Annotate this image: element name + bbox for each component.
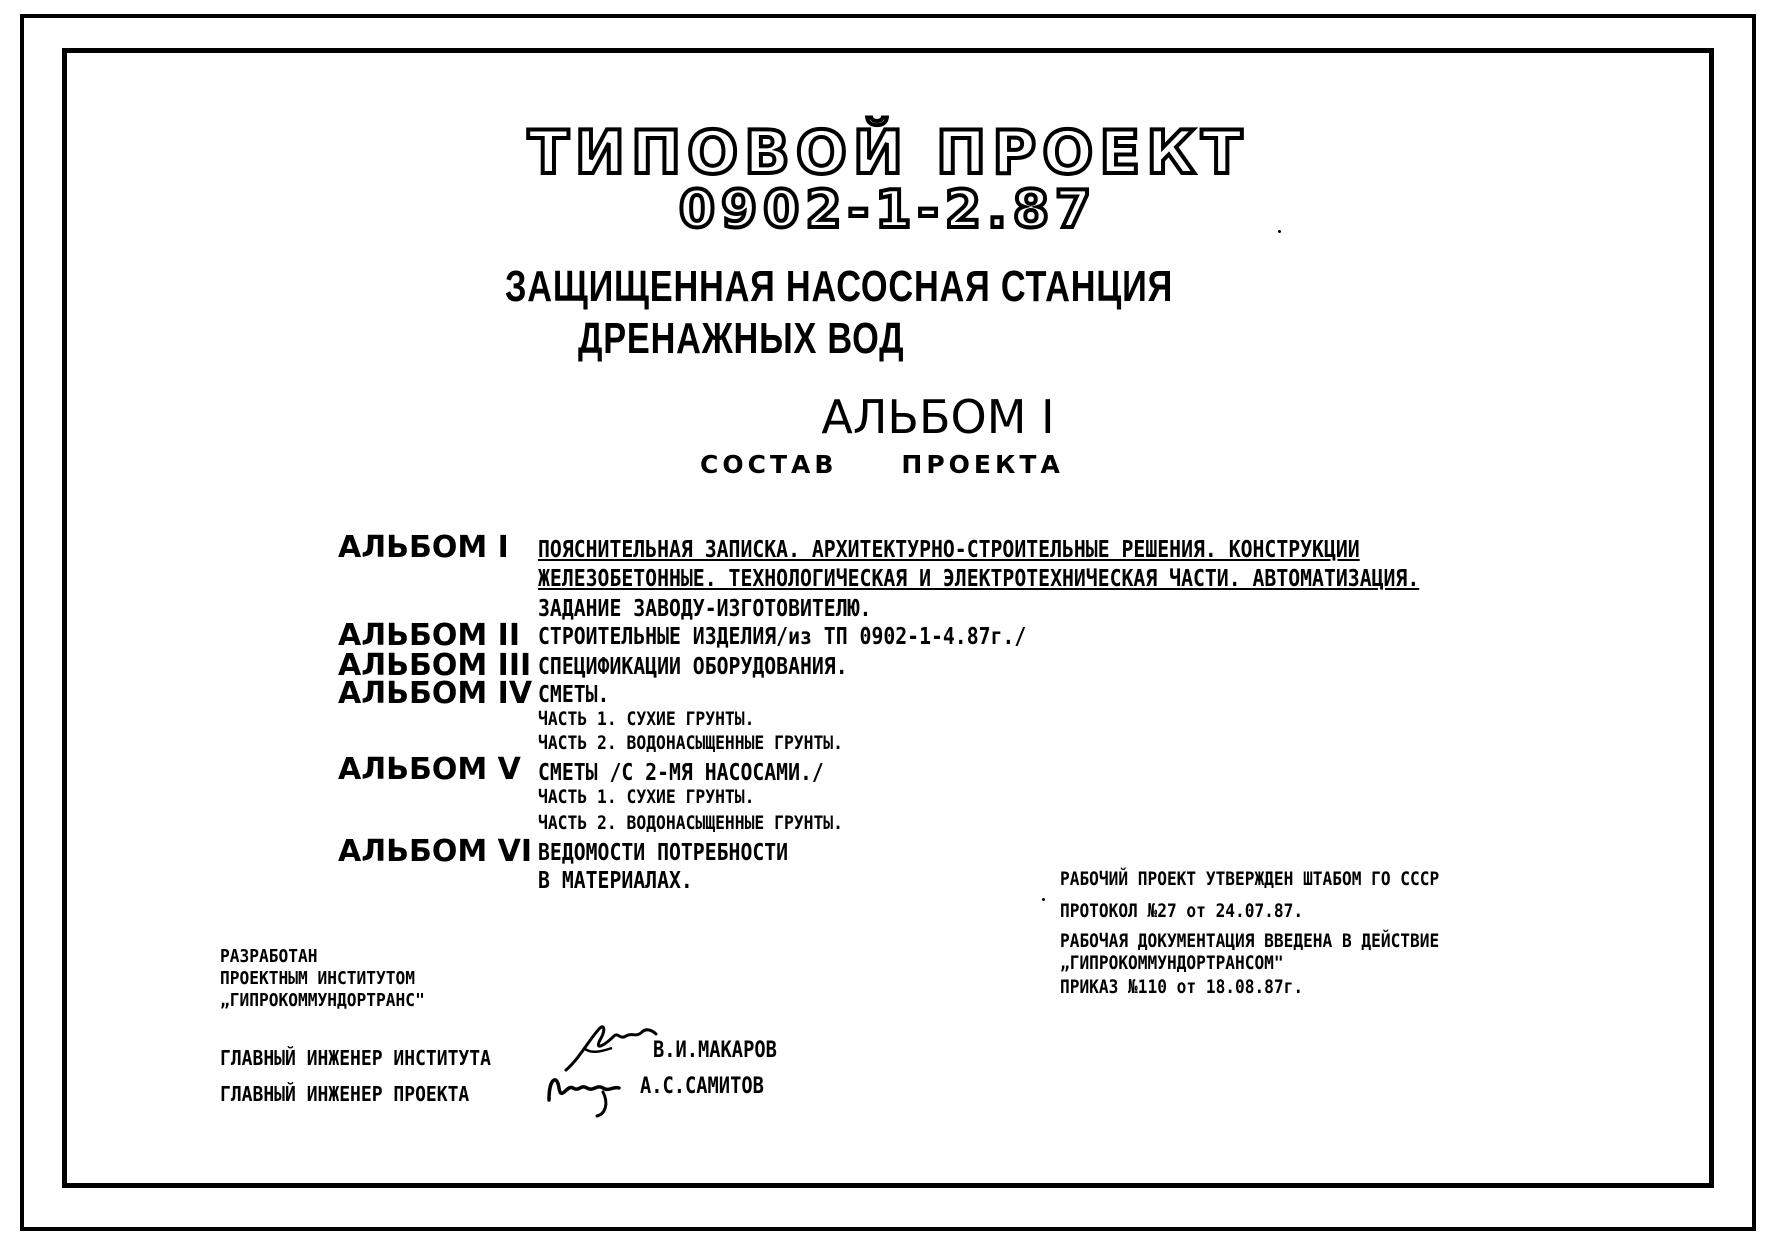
contents-heading: [700, 450, 1064, 479]
album-5-line-1: СМЕТЫ /С 2-МЯ НАСОСАМИ./: [538, 760, 824, 786]
album-4-line-1: СМЕТЫ.: [538, 682, 610, 708]
project-engineer-role: ГЛАВНЫЙ ИНЖЕНЕР ПРОЕКТА: [220, 1082, 470, 1106]
album-3-label: АЛЬБОМ III: [338, 648, 532, 683]
album-2-label: АЛЬБОМ II: [338, 618, 520, 653]
album-4-line-3: ЧАСТЬ 2. ВОДОНАСЫЩЕННЫЕ ГРУНТЫ.: [538, 732, 843, 754]
approval-line-1: РАБОЧИЙ ПРОЕКТ УТВЕРЖДЕН ШТАБОМ ГО СССР: [1060, 868, 1440, 890]
album-2-line-1: СТРОИТЕЛЬНЫЕ ИЗДЕЛИЯ/из ТП 0902-1-4.87г./: [538, 624, 1027, 650]
developer-line-2: ПРОЕКТНЫМ ИНСТИТУТОМ: [220, 968, 416, 989]
album-heading-text: АЛЬБОМ I: [821, 390, 1055, 444]
institute-engineer-name: В.И.МАКАРОВ: [653, 1038, 777, 1063]
approval-line-4: „ГИПРОКОММУНДОРТРАНСОМ": [1060, 952, 1284, 974]
album-6-line-2: В МАТЕРИАЛАХ.: [538, 868, 693, 894]
album-heading: [0, 390, 1776, 444]
album-6-label: АЛЬБОМ VI: [338, 834, 533, 869]
document-title: ТИПОВОЙ ПРОЕКТ: [527, 118, 1249, 188]
album-4-label: АЛЬБОМ IV: [338, 676, 533, 711]
album-1-line-1: ПОЯСНИТЕЛЬНАЯ ЗАПИСКА. АРХИТЕКТУРНО-СТРОИТЕЛЬНЫЕ РЕШЕНИЯ. КОНСТРУКЦИИ: [538, 537, 1360, 563]
contents-word-2: ПРОЕКТА: [901, 450, 1064, 479]
subtitle-line-2: ДРЕНАЖНЫХ ВОД: [578, 314, 905, 363]
album-1-label: АЛЬБОМ I: [338, 530, 509, 565]
scan-speck: [1278, 230, 1281, 233]
album-6-line-1: ВЕДОМОСТИ ПОТРЕБНОСТИ: [538, 840, 789, 866]
album-5-line-3: ЧАСТЬ 2. ВОДОНАСЫЩЕННЫЕ ГРУНТЫ.: [538, 812, 843, 834]
album-5-label: АЛЬБОМ V: [338, 752, 521, 787]
album-5-line-2: ЧАСТЬ 1. СУХИЕ ГРУНТЫ.: [538, 786, 755, 808]
developer-line-3: „ГИПРОКОММУНДОРТРАНС": [220, 990, 425, 1011]
project-engineer-name: А.С.САМИТОВ: [640, 1074, 764, 1099]
album-1-line-3: ЗАДАНИЕ ЗАВОДУ-ИЗГОТОВИТЕЛЮ.: [538, 596, 872, 622]
scan-speck: [1042, 898, 1045, 901]
signature-samitov-icon: [543, 1064, 643, 1120]
approval-line-3: РАБОЧАЯ ДОКУМЕНТАЦИЯ ВВЕДЕНА В ДЕЙСТВИЕ: [1060, 930, 1440, 952]
approval-line-5: ПРИКАЗ №110 от 18.08.87г.: [1060, 976, 1304, 998]
developer-line-1: РАЗРАБОТАН: [220, 946, 318, 967]
subtitle-line-1: ЗАЩИЩЕННАЯ НАСОСНАЯ СТАНЦИЯ: [505, 262, 1174, 311]
institute-engineer-role: ГЛАВНЫЙ ИНЖЕНЕР ИНСТИТУТА: [220, 1046, 491, 1070]
project-code: 0902-1-2.87: [678, 180, 1098, 240]
album-3-line-1: СПЕЦИФИКАЦИИ ОБОРУДОВАНИЯ.: [538, 654, 848, 680]
contents-word-1: СОСТАВ: [700, 450, 838, 479]
album-1-line-2: ЖЕЛЕЗОБЕТОННЫЕ. ТЕХНОЛОГИЧЕСКАЯ И ЭЛЕКТРОТЕХНИЧЕСКАЯ ЧАСТИ. АВТОМАТИЗАЦИЯ.: [538, 566, 1420, 592]
approval-line-2: ПРОТОКОЛ №27 от 24.07.87.: [1060, 900, 1304, 922]
album-4-line-2: ЧАСТЬ 1. СУХИЕ ГРУНТЫ.: [538, 708, 755, 730]
